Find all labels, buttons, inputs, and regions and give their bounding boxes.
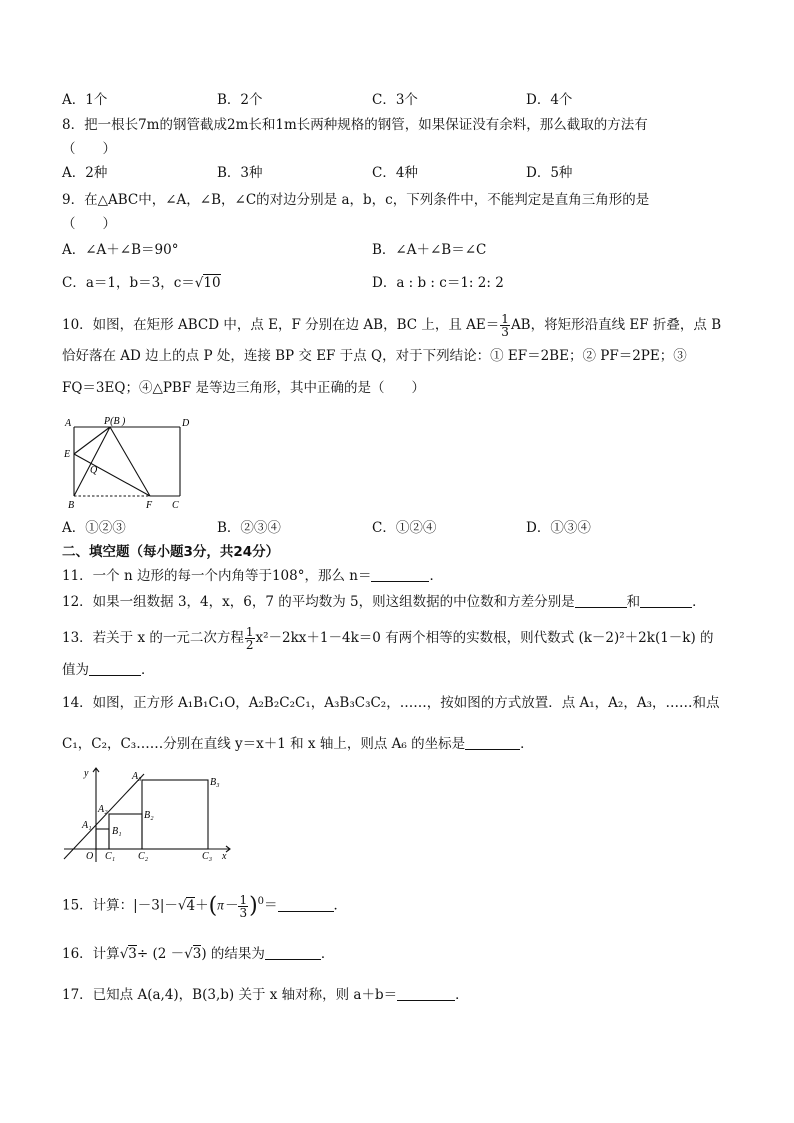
sqrt-icon: √ bbox=[184, 946, 193, 962]
q11-text: 11．一个 n 边形的每一个内角等于108°，那么 n＝ bbox=[62, 568, 372, 584]
label-q: Q bbox=[90, 465, 98, 476]
label-b1: B₁ bbox=[112, 826, 122, 837]
label-b: B bbox=[68, 500, 75, 511]
q7-option-d: D．4个 bbox=[526, 92, 573, 108]
q15-end: ． bbox=[333, 897, 348, 914]
label-y: y bbox=[84, 768, 89, 779]
segment-pf bbox=[110, 427, 150, 496]
q12-answer-blank-1[interactable] bbox=[575, 593, 627, 608]
q13-text: 13．若关于 x 的一元二次方程 bbox=[62, 630, 244, 646]
q14-line2 bbox=[62, 734, 534, 754]
q15-paren-left: ( bbox=[208, 893, 218, 919]
q12-answer-blank-2[interactable] bbox=[640, 593, 692, 608]
q10-text-a: 10．如图，在矩形 ABCD 中，点 E，F 分别在边 AB，BC 上，且 AE＝ bbox=[62, 317, 500, 333]
label-c1: C₁ bbox=[105, 851, 116, 862]
q10-option-c: C．①②④ bbox=[372, 520, 437, 536]
q8-stem: 8．把一根长7m的钢管截成2m长和1m长两种规格的钢管，如果保证没有余料，那么截取的方法有 bbox=[62, 117, 648, 133]
label-c: C bbox=[172, 500, 179, 511]
q13-line1 bbox=[62, 626, 714, 651]
q9-option-d: D．a : b : c＝1: 2: 2 bbox=[372, 275, 504, 291]
q10-option-a: A．①②③ bbox=[62, 520, 126, 536]
q16-radicand-1: 3 bbox=[128, 946, 137, 962]
q10-stem-line2: 恰好落在 AD 边上的点 P 处，连接 BP 交 EF 于点 Q，对于下列结论：① EF＝2BE；② PF＝2PE；③ bbox=[62, 348, 687, 364]
q17 bbox=[62, 985, 469, 1005]
q16-radicand-2: 3 bbox=[192, 946, 202, 962]
q9-option-c bbox=[62, 273, 221, 293]
q9-option-b: B．∠A＋∠B＝∠C bbox=[372, 242, 487, 258]
sqrt-icon: √ bbox=[119, 946, 129, 962]
q13-end: ． bbox=[141, 662, 155, 678]
q14-figure bbox=[60, 762, 240, 866]
q13-frac-den: 2 bbox=[245, 638, 254, 652]
q15-frac-den: 3 bbox=[239, 905, 248, 920]
q13-fraction bbox=[245, 626, 255, 651]
sqrt-icon: √ bbox=[177, 897, 187, 914]
q7-option-a: A．1个 bbox=[62, 92, 108, 108]
q9-option-c-radicand: 10 bbox=[203, 275, 221, 291]
q16-close: ) 的结果为 bbox=[201, 946, 265, 962]
label-b2: B₂ bbox=[144, 810, 154, 821]
q16-answer-blank[interactable] bbox=[265, 945, 321, 960]
label-a: A bbox=[65, 418, 72, 429]
q11 bbox=[62, 566, 443, 586]
q17-end: ． bbox=[455, 987, 469, 1003]
q10-frac-num: 1 bbox=[501, 312, 509, 326]
q14-line1: 14．如图，正方形 A₁B₁C₁O，A₂B₂C₂C₁，A₃B₃C₃C₂，……，按如图的方式放置．点 A₁，A₂，A₃，……和点 bbox=[62, 695, 720, 711]
label-b3: B₃ bbox=[210, 777, 220, 788]
q17-text: 17．已知点 A(a,4)，B(3,b) 关于 x 轴对称，则 a＋b＝ bbox=[62, 987, 398, 1003]
q16-end: ． bbox=[320, 946, 335, 962]
q8-option-a: A．2种 bbox=[62, 165, 108, 181]
q16-text: 16．计算 bbox=[62, 946, 120, 962]
q11-end: ． bbox=[429, 568, 443, 584]
q10-stem-line1 bbox=[62, 313, 721, 338]
q11-answer-blank[interactable] bbox=[371, 567, 429, 582]
q15-plus: ＋ bbox=[195, 897, 209, 914]
q15-fraction bbox=[238, 894, 248, 919]
q10-option-b: B．②③④ bbox=[217, 520, 281, 536]
label-x: x bbox=[222, 851, 227, 862]
label-e: E bbox=[64, 449, 71, 460]
segment-bp bbox=[74, 427, 110, 496]
q15-answer-blank[interactable] bbox=[278, 897, 334, 912]
q8-paren: （ ） bbox=[62, 141, 116, 157]
q15-paren-right: ) bbox=[249, 893, 258, 919]
q17-answer-blank[interactable] bbox=[397, 986, 455, 1001]
q9-stem: 9．在△ABC中，∠A，∠B，∠C的对边分别是 a，b，c，下列条件中，不能判定是直角三角形的是 bbox=[62, 192, 650, 208]
q10-text-b: AB，将矩形沿直线 EF 折叠，点 B bbox=[510, 317, 722, 333]
q9-option-c-text: C．a＝1，b＝3，c＝ bbox=[62, 275, 195, 291]
q8-option-b: B．3种 bbox=[217, 165, 263, 181]
q7-option-b: B．2个 bbox=[217, 92, 263, 108]
q13-text-2: 值为 bbox=[62, 662, 89, 678]
label-o: O bbox=[86, 851, 94, 862]
square-1 bbox=[96, 829, 109, 849]
q15-text: 15．计算：|－3|－ bbox=[62, 897, 178, 914]
q10-fraction bbox=[500, 313, 510, 338]
q12-mid: 和 bbox=[626, 594, 641, 610]
q8-option-d: D．5种 bbox=[526, 165, 573, 181]
q15-radicand: 4 bbox=[186, 897, 196, 914]
q12-text: 12．如果一组数据 3，4，x，6，7 的平均数为 5，则这组数据的中位数和方差分别是 bbox=[62, 594, 575, 610]
segment-ep bbox=[74, 427, 110, 454]
label-a1: A₁ bbox=[82, 820, 92, 831]
q14-end: ． bbox=[520, 736, 534, 752]
q15-frac-num: 1 bbox=[239, 892, 248, 907]
label-a2: A₂ bbox=[98, 804, 108, 815]
q10-figure bbox=[60, 414, 200, 514]
q10-stem-line3: FQ＝3EQ；④△PBF 是等边三角形，其中正确的是（ ） bbox=[62, 380, 425, 396]
label-pb: P(B ) bbox=[104, 416, 126, 427]
q16-mid: ÷ (2 － bbox=[136, 946, 185, 962]
q13-frac-num: 1 bbox=[245, 625, 254, 639]
sqrt-icon: √ bbox=[194, 275, 204, 291]
q12 bbox=[62, 592, 706, 612]
q10-option-d: D．①③④ bbox=[526, 520, 591, 536]
section-heading: 二、填空题（每小题3分，共24分） bbox=[62, 544, 280, 560]
q16 bbox=[62, 944, 334, 964]
q10-frac-den: 3 bbox=[501, 325, 509, 339]
label-c3: C₃ bbox=[202, 851, 213, 862]
q13-line2 bbox=[62, 660, 155, 680]
q9-paren: （ ） bbox=[62, 216, 116, 232]
label-c2: C₂ bbox=[138, 851, 149, 862]
q9-option-a: A．∠A＋∠B＝90° bbox=[62, 242, 179, 258]
line-y-x-plus-1 bbox=[64, 774, 144, 859]
q7-option-c: C．3个 bbox=[372, 92, 418, 108]
q12-end: ． bbox=[692, 594, 706, 610]
label-a3: A₃ bbox=[132, 771, 142, 782]
label-f: F bbox=[146, 500, 153, 511]
q15 bbox=[62, 892, 347, 919]
q13-equation: x²－2kx＋1－4k＝0 有两个相等的实数根，则代数式 (k－2)²＋2k(1－k) 的 bbox=[255, 630, 714, 646]
q13-answer-blank[interactable] bbox=[89, 661, 141, 676]
q14-answer-blank[interactable] bbox=[465, 735, 520, 750]
label-d: D bbox=[182, 418, 190, 429]
q14-text-2: C₁，C₂，C₃……分别在直线 y＝x＋1 和 x 轴上，则点 A₆ 的坐标是 bbox=[62, 736, 466, 752]
q15-pi-minus: π－ bbox=[217, 897, 238, 913]
q15-equals: ＝ bbox=[264, 897, 278, 914]
q15-exponent: 0 bbox=[257, 896, 265, 907]
q8-option-c: C．4种 bbox=[372, 165, 418, 181]
